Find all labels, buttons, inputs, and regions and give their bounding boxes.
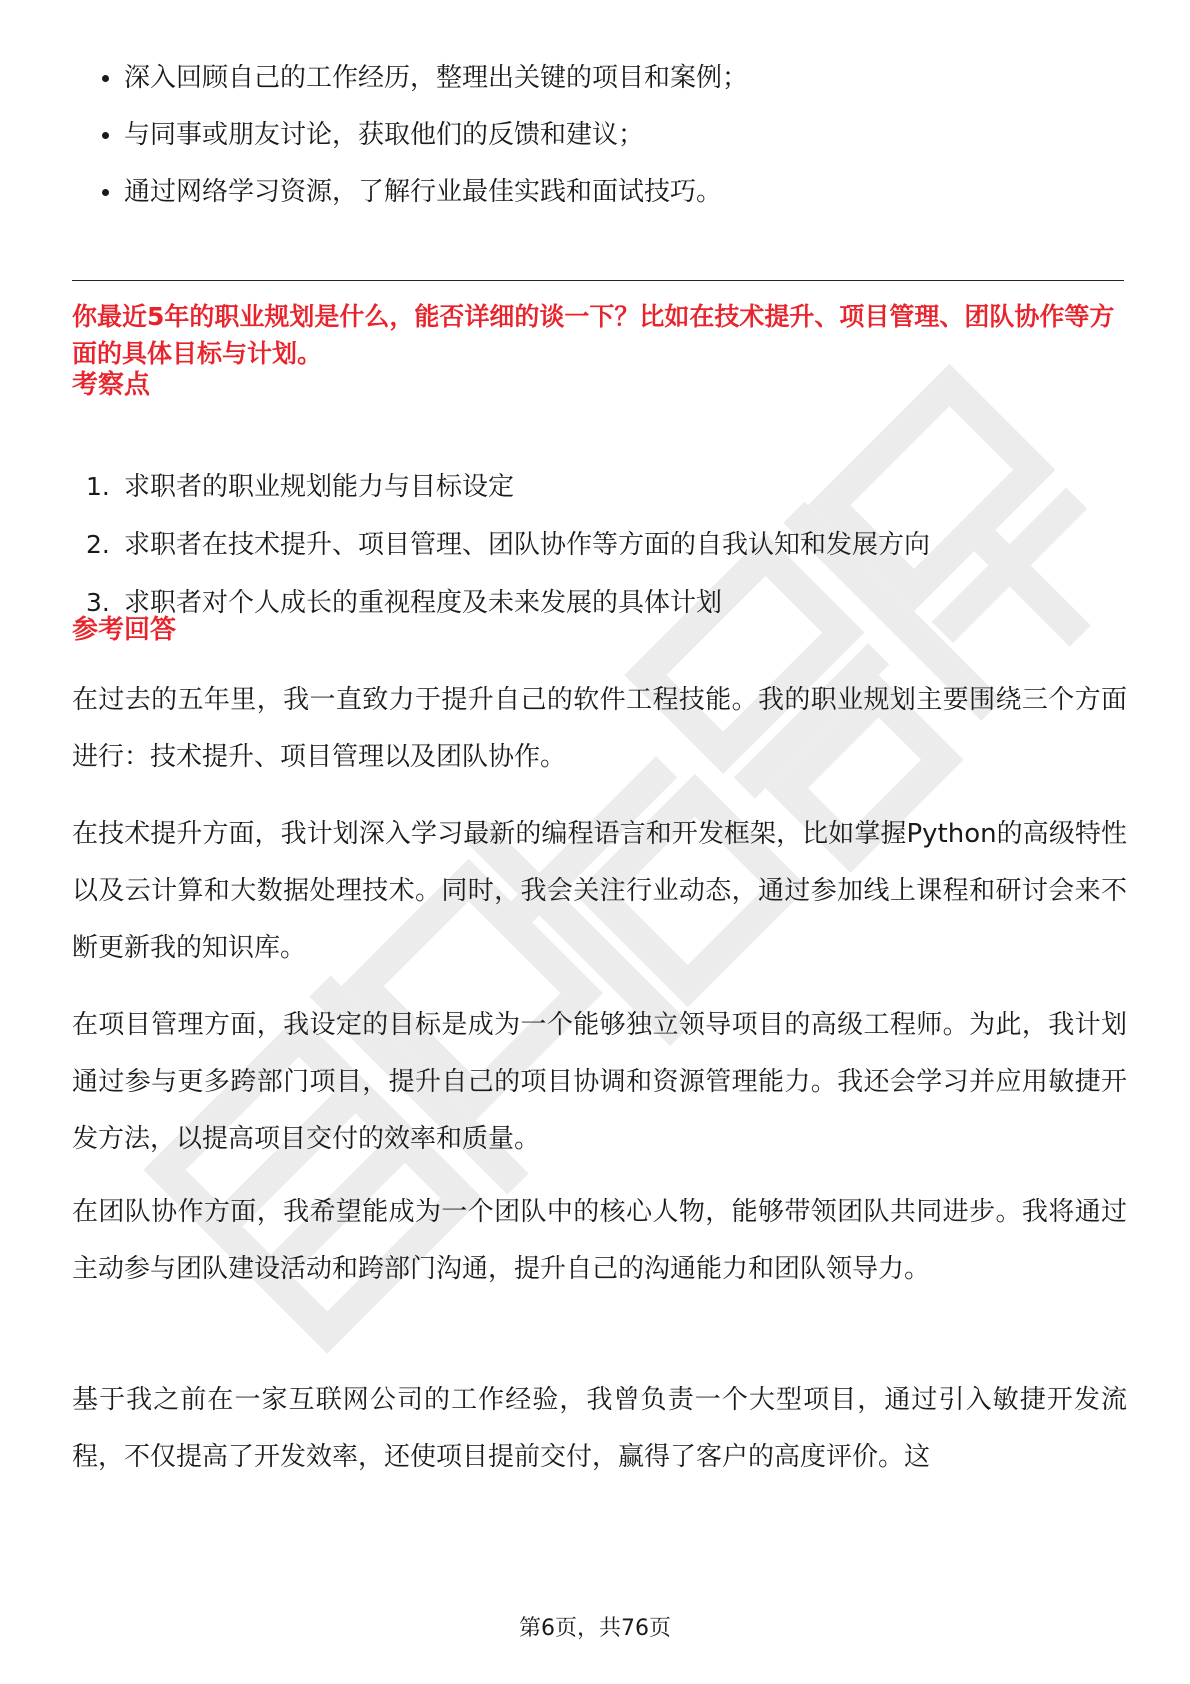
question-heading: 你最近5年的职业规划是什么，能否详细的谈一下？比如在技术提升、项目管理、团队协作等方面的具体目标与计划。 (72, 302, 1115, 368)
exam-point-number: 2. (86, 530, 110, 559)
exam-point-item (72, 583, 1132, 641)
exam-point-item (72, 525, 1132, 583)
answer-paragraph: 基于我之前在一家互联网公司的工作经验，我曾负责一个大型项目，通过引入敏捷开发流程，不仅提高了开发效率，还使项目提前交付，赢得了客户的高度评价。这 (72, 1385, 1127, 1472)
bullet-list (72, 58, 1132, 229)
bullet-item (72, 115, 1132, 172)
exam-points-list (72, 467, 1132, 641)
exam-point-item (72, 467, 1132, 525)
bullet-text: 通过网络学习资源，了解行业最佳实践和面试技巧。 (124, 177, 723, 207)
answer-paragraph: 在过去的五年里，我一直致力于提升自己的软件工程技能。我的职业规划主要围绕三个方面进行：技术提升、项目管理以及团队协作。 (72, 685, 1127, 772)
bullet-dot-icon (102, 189, 109, 196)
exam-point-text: 求职者在技术提升、项目管理、团队协作等方面的自我认知和发展方向 (124, 530, 931, 560)
answer-paragraph: 在项目管理方面，我设定的目标是成为一个能够独立领导项目的高级工程师。为此，我计划通过参与更多跨部门项目，提升自己的项目协调和资源管理能力。我还会学习并应用敏捷开发方法，以提高项目交付的效率和质量。 (72, 1010, 1127, 1154)
bullet-text: 深入回顾自己的工作经历，整理出关键的项目和案例； (124, 63, 749, 93)
bullet-item (72, 58, 1132, 115)
exam-points-heading: 考察点 (72, 370, 151, 400)
answer-paragraph: 在技术提升方面，我计划深入学习最新的编程语言和开发框架，比如掌握Python的高级特性以及云计算和大数据处理技术。同时，我会关注行业动态，通过参加线上课程和研讨会来不断更新我的知识库。 (72, 819, 1127, 963)
bullet-text: 与同事或朋友讨论，获取他们的反馈和建议； (124, 120, 645, 150)
answer-paragraph: 在团队协作方面，我希望能成为一个团队中的核心人物，能够带领团队共同进步。我将通过主动参与团队建设活动和跨部门沟通，提升自己的沟通能力和团队领导力。 (72, 1197, 1127, 1284)
exam-point-number: 3. (86, 588, 110, 617)
section-divider (72, 280, 1124, 281)
bullet-dot-icon (102, 75, 109, 82)
bullet-dot-icon (102, 132, 109, 139)
bullet-item (72, 172, 1132, 229)
exam-point-number: 1. (86, 472, 110, 501)
exam-point-text: 求职者的职业规划能力与目标设定 (124, 472, 515, 502)
reference-answer-heading: 参考回答 (72, 615, 177, 645)
page-number: 第6页，共76页 (519, 1616, 671, 1641)
exam-point-text: 求职者对个人成长的重视程度及未来发展的具体计划 (124, 588, 723, 618)
